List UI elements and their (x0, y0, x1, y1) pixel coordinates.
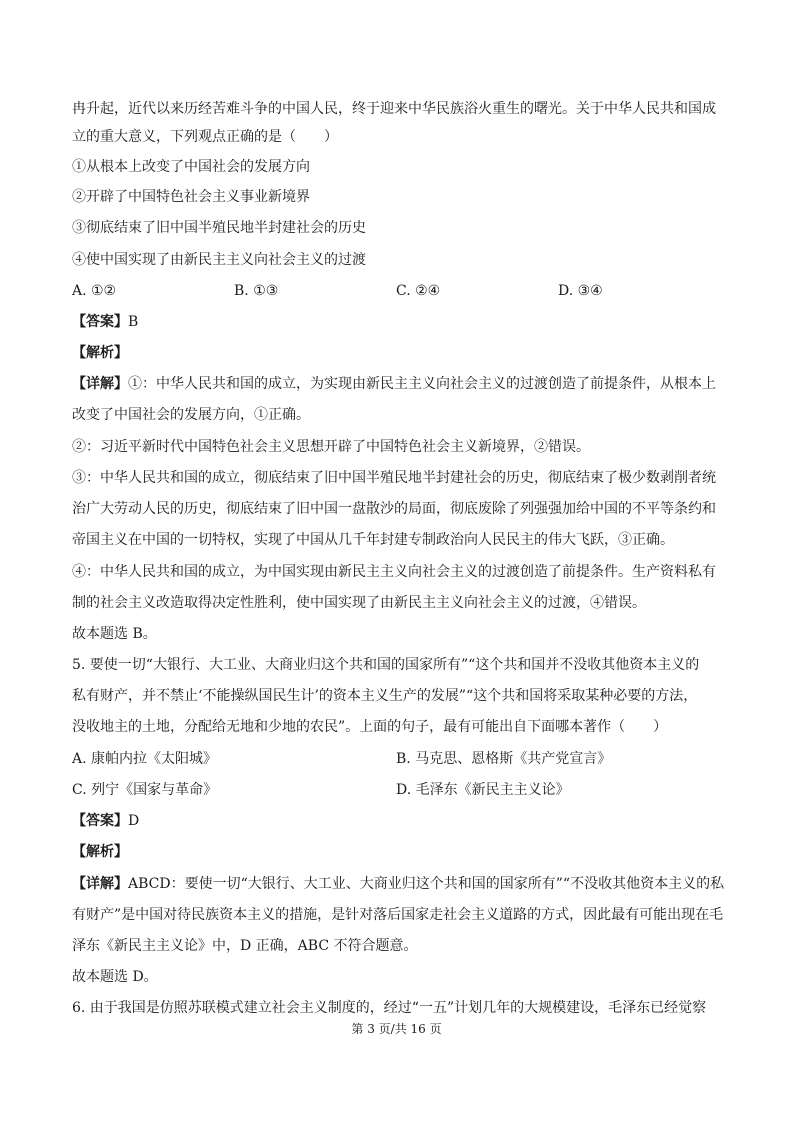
q4-detail-line-4: ③：中华人民共和国的成立，彻底结束了旧中国半殖民地半封建社会的历史，彻底结束了极少数剥削者统 (72, 470, 716, 486)
q5-detail-line-1 (72, 874, 732, 894)
q5-options-row-1 (72, 749, 732, 769)
q5-options-row-2 (72, 780, 732, 800)
q4-option-b: B. ①③ (234, 283, 279, 299)
q4-answer (72, 312, 732, 332)
q4-stem-line-2: 立的重大意义，下列观点正确的是（ ） (72, 129, 338, 145)
q5-conclusion: 故本题选 D。 (72, 969, 158, 985)
answer-tag: 【答案】 (72, 314, 128, 330)
q5-analysis-tag (72, 842, 732, 862)
q4-options (72, 281, 732, 301)
q5-stem-line-1: 5. 要使一切“大银行、大工业、大商业归这个共和国的国家所有”“这个共和国并不没收其他资本主义的 (72, 657, 700, 673)
q5-option-d: D. 毛泽东《新民主主义论》 (396, 782, 570, 798)
answer-tag: 【答案】 (72, 813, 128, 829)
analysis-tag: 【解析】 (72, 844, 128, 860)
q4-statement-2: ②开辟了中国特色社会主义事业新境界 (72, 189, 310, 205)
q4-detail-line-2: 改变了中国社会的发展方向，①正确。 (72, 407, 310, 423)
q4-statement-3: ③彻底结束了旧中国半殖民地半封建社会的历史 (72, 220, 366, 236)
q4-detail-line-8: 制的社会主义改造取得决定性胜利，使中国实现了由新民主主义向社会主义的过渡，④错误。 (72, 595, 646, 611)
q5-detail-line-3: 泽东《新民主主义论》中，D 正确，ABC 不符合题意。 (72, 938, 418, 954)
q4-analysis-tag (72, 343, 732, 363)
q5-stem-line-2: 私有财产，并不禁止‘不能操纵国民生计’的资本主义生产的发展”“这个共和国将采取某种必要的方法， (72, 688, 698, 704)
answer-value: D (128, 813, 140, 829)
q4-option-a: A. ①② (72, 283, 117, 299)
detail-tag: 【详解】 (72, 876, 128, 892)
page-footer: 第 3 页/共 16 页 (351, 1022, 442, 1036)
detail-tag: 【详解】 (72, 376, 128, 392)
q5-option-a: A. 康帕内拉《太阳城》 (72, 751, 218, 767)
detail-text: ①：中华人民共和国的成立，为实现由新民主主义向社会主义的过渡创造了前提条件，从根本上 (128, 376, 716, 392)
q4-detail-line-6: 帝国主义在中国的一切特权，实现了中国从几千年封建专制政治向人民民主的伟大飞跃，③正确。 (72, 532, 674, 548)
q4-detail-line-3: ②：习近平新时代中国特色社会主义思想开辟了中国特色社会主义新境界，②错误。 (72, 439, 590, 455)
q4-detail-line-5: 治广大劳动人民的历史，彻底结束了旧中国一盘散沙的局面，彻底废除了列强强加给中国的不平等条约和 (72, 501, 716, 517)
q5-option-b: B. 马克思、恩格斯《共产党宣言》 (396, 751, 612, 767)
detail-text: ABCD：要使一切“大银行、大工业、大商业归这个共和国的国家所有”“不没收其他资本主义的私 (128, 876, 725, 892)
q5-detail-line-2: 有财产”是中国对待民族资本主义的措施，是针对落后国家走社会主义道路的方式，因此最有可能出现在毛 (72, 907, 724, 923)
analysis-tag: 【解析】 (72, 345, 128, 361)
q5-answer (72, 811, 732, 831)
q6-stem-line-1: 6. 由于我国是仿照苏联模式建立社会主义制度的，经过“一五”计划几年的大规模建设，毛泽东已经觉察 (72, 1000, 707, 1016)
q4-statement-4: ④使中国实现了由新民主主义向社会主义的过渡 (72, 252, 366, 268)
q4-detail-line-1 (72, 374, 732, 394)
q4-statement-1: ①从根本上改变了中国社会的发展方向 (72, 159, 310, 175)
q4-option-d: D. ③④ (558, 283, 603, 299)
q5-option-c: C. 列宁《国家与革命》 (72, 782, 218, 798)
q4-conclusion: 故本题选 B。 (72, 626, 157, 642)
q4-stem-line-1: 冉升起，近代以来历经苦难斗争的中国人民，终于迎来中华民族浴火重生的曙光。关于中华人民共和国成 (72, 101, 716, 117)
q4-option-c: C. ②④ (396, 283, 441, 299)
answer-value: B (128, 314, 139, 330)
q4-detail-line-7: ④：中华人民共和国的成立，为中国实现由新民主主义向社会主义的过渡创造了前提条件。生产资料私有 (72, 564, 716, 580)
q5-stem-line-3: 没收地主的土地，分配给无地和少地的农民”。上面的句子，最有可能出自下面哪本著作（ ） (72, 719, 668, 735)
